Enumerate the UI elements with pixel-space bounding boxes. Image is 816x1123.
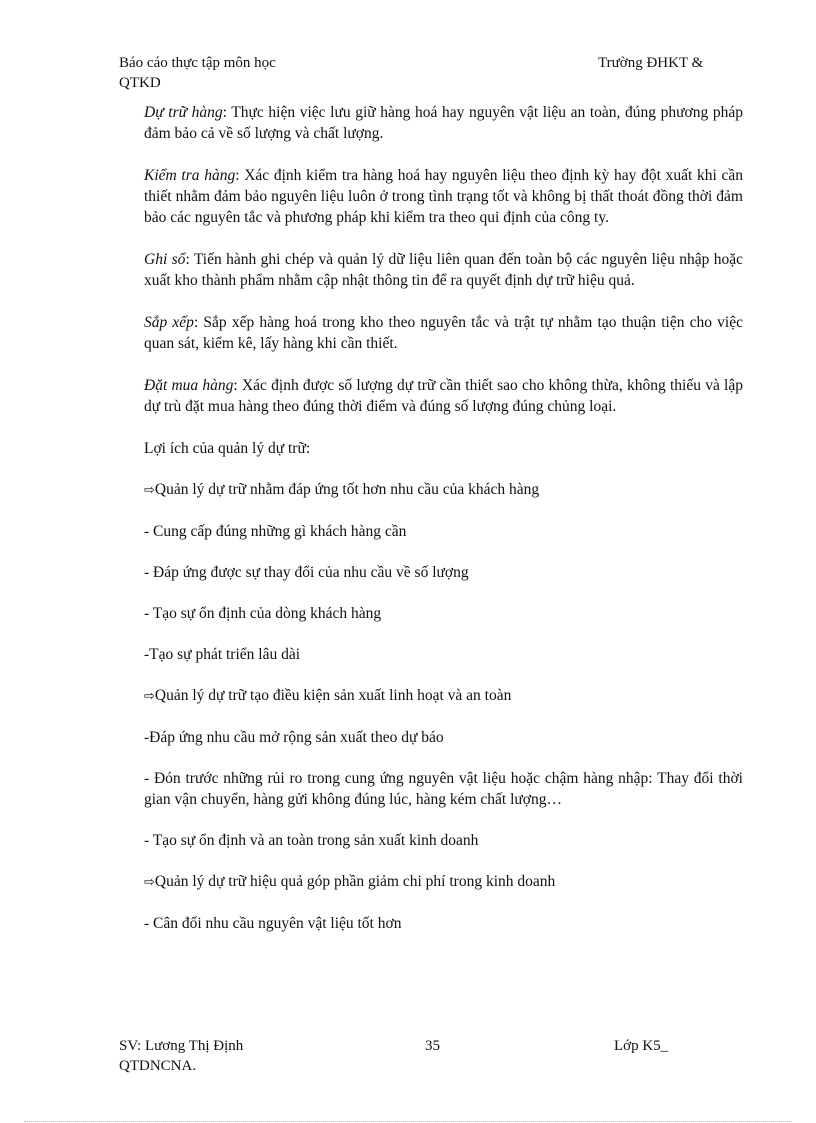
paragraph-text: : Sắp xếp hàng hoá trong kho theo nguyên tắc và trật tự nhằm tạo thuận tiện cho việc quan sát, kiểm kê, lấy hàng khi cần thiết.	[144, 314, 743, 352]
paragraph-dat-mua-hang	[144, 375, 743, 417]
term: Dự trữ hàng	[144, 104, 223, 121]
paragraph-kiem-tra-hang	[144, 165, 743, 228]
term: Kiểm tra hàng	[144, 167, 236, 184]
benefit-heading-cost	[144, 871, 743, 893]
term: Đặt mua hàng	[144, 377, 234, 394]
paragraph-text: : Xác định kiểm tra hàng hoá hay nguyên liệu theo định kỳ hay đột xuất khi cần thiết nhằm đảm bảo nguyên liệu luôn ở trong tình trạng tốt và không bị thất thoát đồng thời đảm bảo các nguyên tắc và phương pháp khi kiểm tra theo qui định của công ty.	[144, 167, 743, 226]
paragraph-sap-xep	[144, 312, 743, 354]
benefit-heading-production	[144, 685, 743, 707]
term: Ghi sổ	[144, 251, 186, 268]
footer-class-code: QTDNCNA.	[119, 1058, 197, 1074]
list-item: -Đáp ứng nhu cầu mở rộng sản xuất theo dự báo	[144, 729, 444, 746]
paragraph-ghi-so	[144, 249, 743, 291]
term: Sắp xếp	[144, 314, 194, 331]
arrow-right-icon: ⇨	[144, 689, 155, 704]
line-text: Quản lý dự trữ tạo điều kiện sản xuất linh hoạt và an toàn	[154, 687, 512, 704]
header-report-title: Báo cáo thực tập môn học	[119, 55, 276, 71]
list-item: -Tạo sự phát triển lâu dài	[144, 646, 301, 663]
header-report-title-cont: QTKD	[119, 75, 161, 91]
benefits-heading: Lợi ích của quản lý dự trữ:	[144, 440, 311, 457]
benefit-heading-customer	[144, 479, 743, 501]
header-school-name: Trường ĐHKT &	[598, 55, 704, 71]
paragraph-du-tru-hang	[144, 102, 743, 144]
paragraph-text: : Xác định được số lượng dự trữ cần thiết sao cho không thừa, không thiếu và lập dự trù đặt mua hàng theo đúng thời điểm và đúng số lượng đúng chủng loại.	[144, 377, 743, 415]
line-text: Quản lý dự trữ hiệu quả góp phần giảm chi phí trong kinh doanh	[154, 873, 556, 890]
paragraph-text: : Tiến hành ghi chép và quản lý dữ liệu liên quan đến toàn bộ các nguyên liệu nhập hoặc xuất kho thành phẩm nhằm cập nhật thông tin để ra quyết định dự trữ hiệu quả.	[144, 251, 743, 289]
paragraph-text: : Thực hiện việc lưu giữ hàng hoá hay nguyên vật liệu an toàn, đúng phương pháp đảm bảo cả về số lượng và chất lượng.	[144, 104, 743, 142]
arrow-right-icon: ⇨	[144, 483, 155, 498]
line-text: Quản lý dự trữ nhằm đáp ứng tốt hơn nhu cầu của khách hàng	[154, 481, 540, 498]
list-item: - Cung cấp đúng những gì khách hàng cần	[144, 523, 407, 540]
footer-class: Lớp K5_	[614, 1038, 669, 1054]
document-body	[144, 102, 743, 954]
page-bottom-divider	[24, 1121, 792, 1122]
list-item: - Tạo sự ổn định và an toàn trong sản xuất kinh doanh	[144, 832, 479, 849]
page-number: 35	[425, 1038, 440, 1054]
arrow-right-icon: ⇨	[144, 875, 155, 890]
footer-student-name: SV: Lương Thị Định	[119, 1038, 244, 1054]
list-item: - Tạo sự ổn định của dòng khách hàng	[144, 605, 382, 622]
list-item: - Đáp ứng được sự thay đổi của nhu cầu về số lượng	[144, 564, 469, 581]
list-item: - Đón trước những rủi ro trong cung ứng nguyên vật liệu hoặc chậm hàng nhập: Thay đổi thời gian vận chuyển, hàng gửi không đúng lúc, hàng kém chất lượng…	[144, 770, 743, 808]
list-item: - Cân đối nhu cầu nguyên vật liệu tốt hơn	[144, 915, 402, 932]
